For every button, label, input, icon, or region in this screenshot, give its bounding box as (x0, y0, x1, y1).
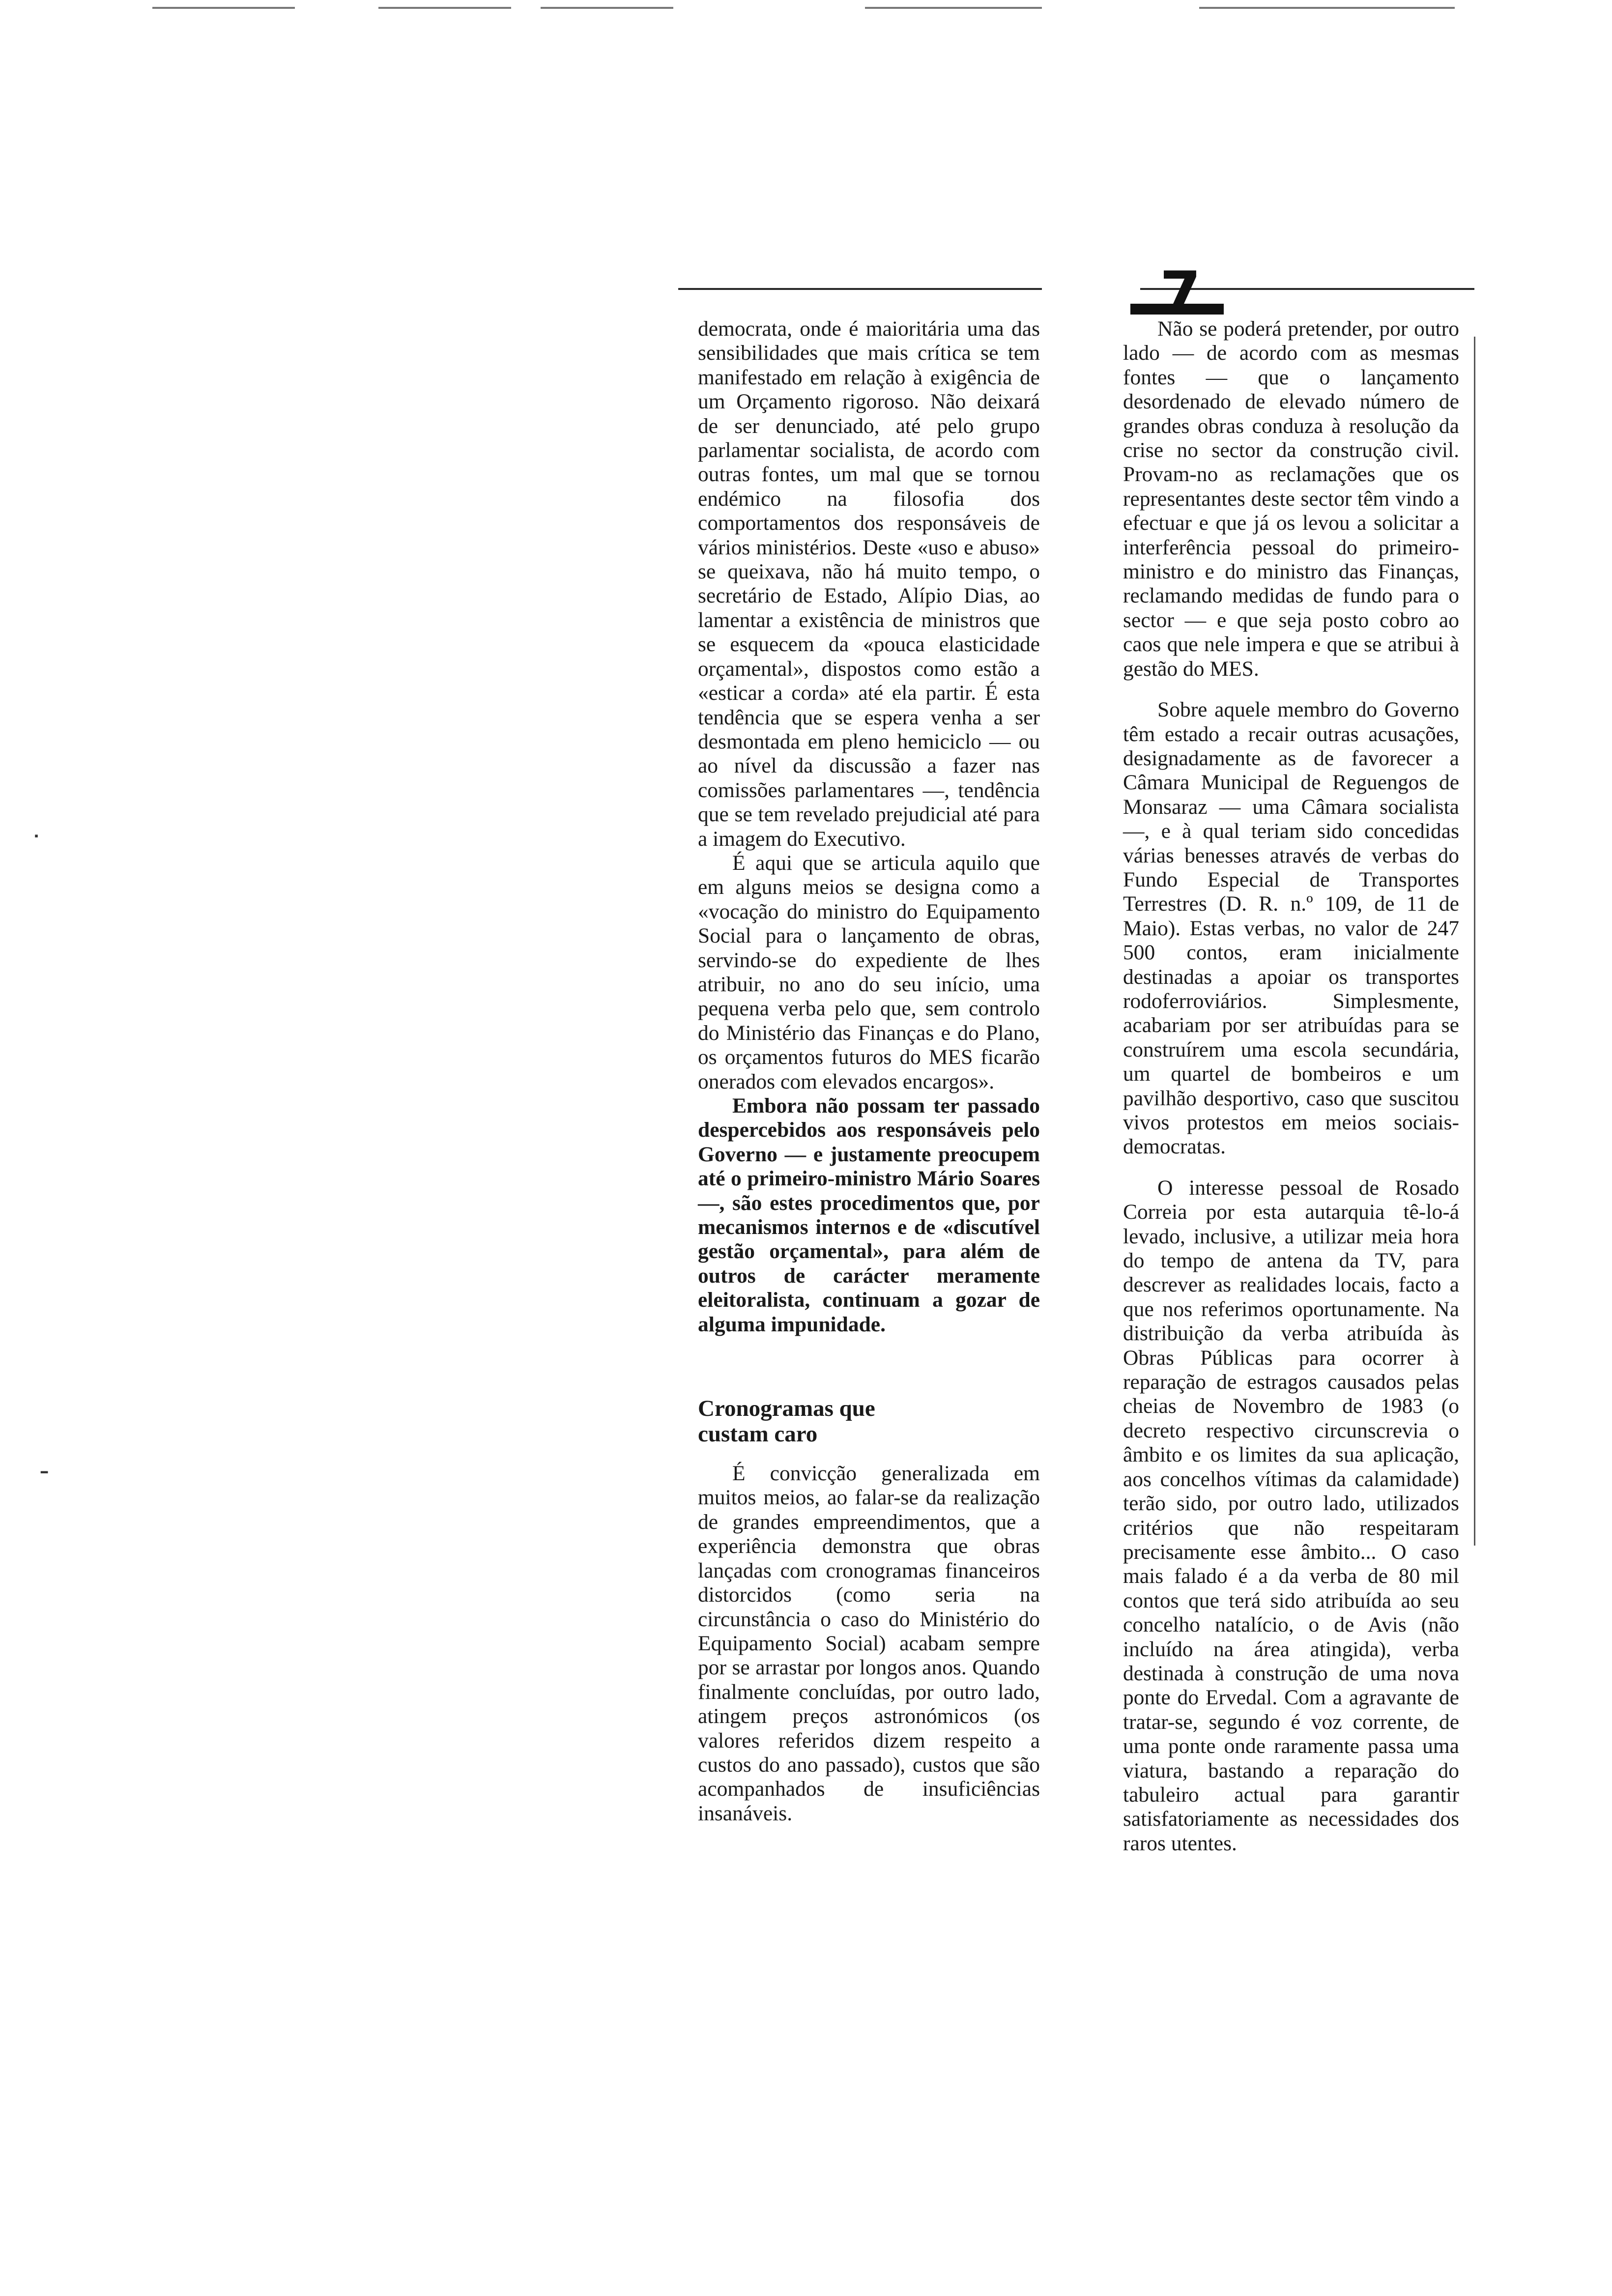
paragraph: Sobre aquele membro do Governo têm estado a recair outras acusações, designadamente as de favorecer a Câmara Municipal de Reguengos de Monsaraz — uma Câmara socialista —, e à qual teriam sido concedidas várias benesses através de verbas do Fundo Especial de Transportes Terrestres (D. R. n.º 109, de 11 de Maio). Estas verbas, no valor de 247 500 contos, eram inicialmente destinadas a apoiar os transportes rodoferroviários. Simplesmente, acabariam por ser atribuídas para se construírem uma escola secundária, um quartel de bombeiros e um pavilhão desportivo, caso que suscitou vivos protestos em meios sociais-democratas. (1123, 698, 1459, 1159)
paragraph: O interesse pessoal de Rosado Correia por esta autarquia tê-lo-á levado, inclusive, a utilizar meia hora do tempo de antena da TV, para descrever as realidades locais, facto a que nos referimos oportunamente. Na distribuição da verba atribuída às Obras Públicas para ocorrer à reparação de estragos causados pelas cheias de Novembro de 1983 (o decreto respectivo circunscrevia o âmbito e os limites da sua aplicação, aos concelhos vítimas da calamidade) terão sido, por outro lado, utilizados critérios que não respeitaram precisamente esse âmbito... O caso mais falado é a da verba de 80 mil contos que terá sido atribuída ao seu concelho natalício, o de Avis (não incluído na área atingida), verba destinada à construção de uma nova ponte do Ervedal. Com a agravante de tratar-se, segundo é voz corrente, de uma ponte onde raramente passa uma viatura, bastando a reparação do tabuleiro actual para garantir satisfatoriamente as necessidades dos raros utentes. (1123, 1176, 1459, 1855)
scan-mark: - (39, 1455, 50, 1487)
paragraph: Embora não possam ter passado despercebidos aos responsáveis pelo Governo — e justamente preocupem até o primeiro-ministro Mário Soares —, são estes procedimentos que, por mecanismos internos e de «discutível gestão orçamental», para além de outros de carácter meramente eleitoralista, continuam a gozar de alguma impunidade. (698, 1094, 1040, 1336)
paragraph: É convicção generalizada em muitos meios, ao falar-se da realização de grandes empreendimentos, que a experiência demonstra que obras lançadas com cronogramas financeiros distorcidos (como seria na circunstância o caso do Ministério do Equipamento Social) acabam sempre por se arrastar por longos anos. Quando finalmente concluídas, por outro lado, atingem preços astronómicos (os valores referidos dizem respeito a custos do ano passado), custos que são acompanhados de insuficiências insanáveis. (698, 1462, 1040, 1825)
column-edge-rule (1474, 337, 1475, 1546)
top-rule (152, 7, 295, 9)
right-column (1123, 317, 1459, 1856)
page-mark: 7 (1160, 259, 1201, 328)
scan-mark: ˙ (29, 831, 43, 862)
top-rule (1199, 7, 1455, 9)
top-rule (378, 7, 511, 9)
top-rule (541, 7, 673, 9)
top-rule (865, 7, 1042, 9)
left-column-rule (678, 288, 1042, 290)
paragraph: democrata, onde é maioritária uma das sensibilidades que mais crítica se tem manifestado em relação à exigência de um Orçamento rigoroso. Não deixará de ser denunciado, até pelo grupo parlamentar socialista, de acordo com outras fontes, um mal que se tornou endémico na filosofia dos comportamentos dos responsáveis de vários ministérios. Deste «uso e abuso» se queixava, não há muito tempo, o secretário de Estado, Alípio Dias, ao lamentar a existência de ministros que se esquecem da «pouca elasticidade orçamental», dispostos como estão a «esticar a corda» até ela partir. É esta tendência que se espera venha a ser desmontada em pleno hemiciclo — ou ao nível da discussão a fazer nas comissões parlamentares —, tendência que se tem revelado prejudicial até para a imagem do Executivo. (698, 317, 1040, 851)
subheading: Cronogramas que custam caro (698, 1396, 875, 1447)
paragraph: Não se poderá pretender, por outro lado — de acordo com as mesmas fontes — que o lançamento desordenado de elevado número de grandes obras conduza à resolução da crise no sector da construção civil. Provam-no as reclamações que os representantes deste sector têm vindo a efectuar e que já os levou a solicitar a interferência pessoal do primeiro-ministro e do ministro das Finanças, reclamando medidas de fundo para o sector — e que seja posto cobro ao caos que nele impera e que se atribui à gestão do MES. (1123, 317, 1459, 681)
paragraph: É aqui que se articula aquilo que em alguns meios se designa como a «vocação do ministro do Equipamento Social para o lançamento de obras, servindo-se do expediente de lhes atribuir, no ano do seu início, uma pequena verba pelo que, sem controlo do Ministério das Finanças e do Plano, os orçamentos futuros do MES ficarão onerados com elevados encargos». (698, 851, 1040, 1093)
left-column (698, 317, 1040, 1826)
